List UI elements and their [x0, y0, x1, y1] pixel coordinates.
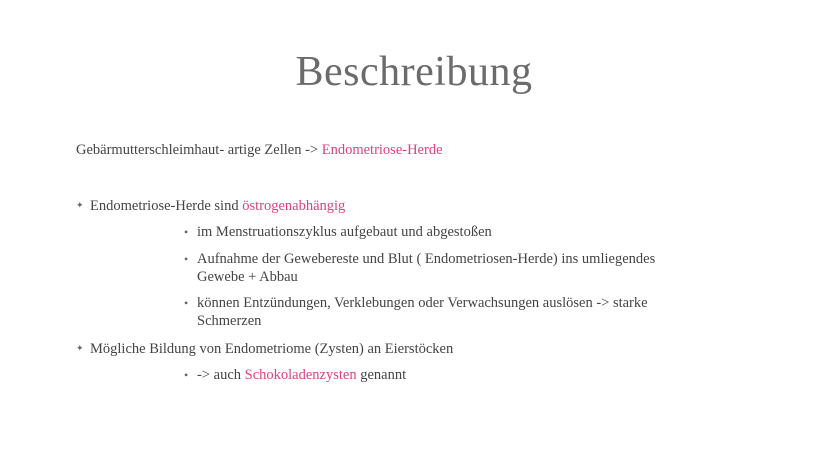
sub-bullet-item	[184, 366, 704, 384]
sub-bullet-before: -> auch	[197, 367, 245, 383]
sub-bullet-highlight: Schokoladenzysten	[244, 367, 357, 383]
sub-bullet-item	[184, 223, 704, 241]
sub-bullet-text: im Menstruationszyklus aufgebaut und abgestoßen	[197, 224, 492, 240]
sub-bullet-item	[184, 294, 704, 330]
sub-bullet-text: Aufnahme der Gewebereste und Blut ( Endometriosen-Herde) ins umliegendes Gewebe + Abbau	[197, 251, 656, 285]
bullet-item	[76, 339, 453, 358]
bullet-item	[76, 196, 345, 215]
bullet-dot-icon: •	[184, 368, 189, 382]
intro-text: Gebärmutterschleimhaut- artige Zellen ->	[76, 142, 322, 158]
bullet-dot-icon: •	[184, 296, 189, 310]
slide-title: Beschreibung	[295, 49, 533, 95]
bullet-text: Mögliche Bildung von Endometriome (Zysten) an Eierstöcken	[90, 341, 454, 357]
sub-bullet-text	[197, 366, 704, 384]
bullet-highlight: östrogenabhängig	[242, 198, 346, 214]
bullet-dot-icon: •	[184, 252, 189, 266]
intro-highlight: Endometriose-Herde	[321, 142, 443, 158]
sub-bullet-item	[184, 250, 704, 286]
bullet-text: Endometriose-Herde sind	[90, 198, 243, 214]
sub-bullet-after: genannt	[356, 367, 407, 383]
bullet-star-icon: ✦	[76, 200, 84, 210]
bullet-star-icon: ✦	[76, 343, 84, 353]
sub-bullet-text: können Entzündungen, Verklebungen oder Verwachsungen auslösen -> starke Schmerzen	[197, 295, 648, 329]
bullet-dot-icon: •	[184, 225, 189, 239]
intro-line	[76, 142, 443, 159]
